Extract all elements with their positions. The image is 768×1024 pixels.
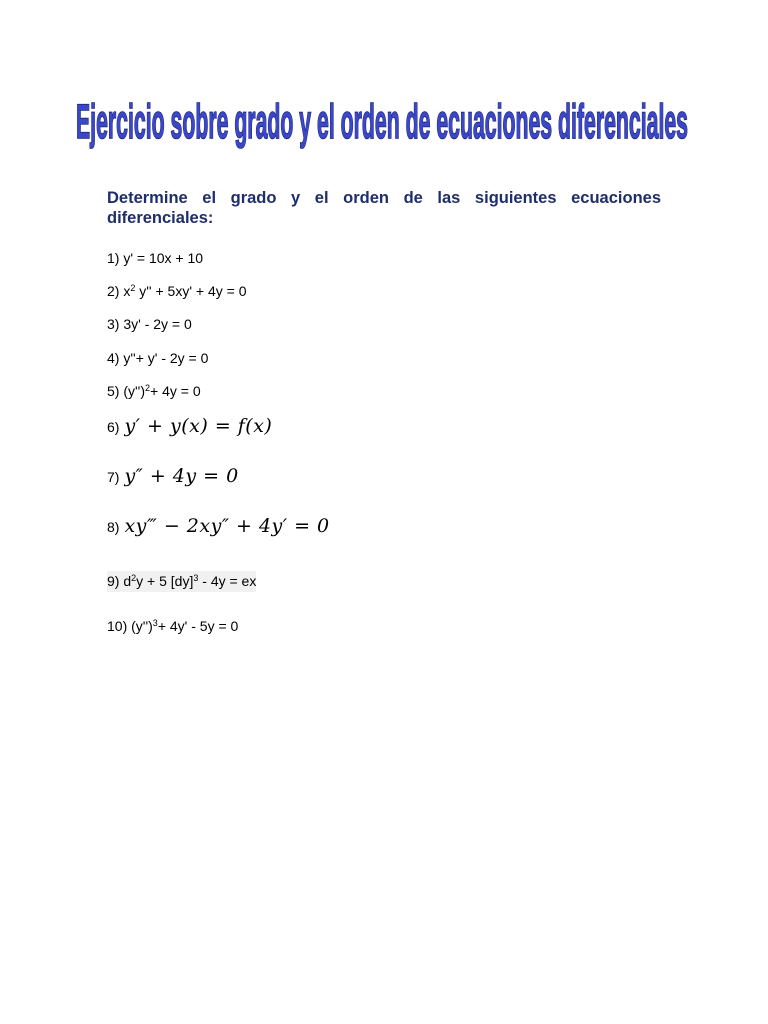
exercise-number: 8): [107, 519, 120, 535]
instructions-heading: Determine el grado y el orden de las siguientes ecuaciones diferenciales:: [107, 189, 661, 227]
exercise-8: [107, 515, 330, 537]
exercise-4: [107, 350, 208, 366]
equation: y''+ y' - 2y = 0: [123, 350, 209, 366]
exercise-1: [107, 250, 203, 266]
equation-part: y + 5 [dy]: [136, 573, 194, 589]
exponent: 2: [131, 573, 137, 583]
exercise-number: 10): [107, 618, 128, 634]
exercise-number: 1): [107, 250, 120, 266]
exercise-number: 4): [107, 350, 120, 366]
exercise-5: [107, 383, 201, 399]
equation: 3y' - 2y = 0: [123, 316, 192, 332]
wordart-title: [72, 84, 692, 154]
equation-part: d: [123, 573, 132, 589]
exponent: 2: [130, 283, 136, 293]
exponent: 3: [152, 618, 158, 628]
exercise-2: [107, 283, 247, 299]
equation-part: - 4y = ex: [198, 573, 257, 589]
math-equation: xy‴ − 2xy″ + 4y′ = 0: [124, 515, 330, 537]
equation-part: y'' + 5xy' + 4y = 0: [135, 283, 247, 299]
page-title: Ejercicio sobre grado y el orden de ecuaciones diferenciales: [76, 96, 688, 149]
math-equation: y′ + y(x) = f(x): [124, 415, 273, 437]
exercise-number: 2): [107, 283, 120, 299]
exercise-number: 7): [107, 469, 120, 485]
equation: y' = 10x + 10: [123, 250, 204, 266]
exercise-number: 9): [107, 573, 120, 589]
exercise-number: 5): [107, 383, 120, 399]
equation-part: (y''): [131, 618, 153, 634]
exercise-9: [107, 571, 256, 592]
exercise-number: 6): [107, 419, 120, 435]
exponent: 3: [193, 573, 199, 583]
equation-part: + 4y' - 5y = 0: [157, 618, 239, 634]
exercise-number: 3): [107, 316, 120, 332]
exercise-3: [107, 316, 192, 332]
equation-part: (y''): [123, 383, 146, 399]
exercise-6: [107, 415, 273, 437]
math-equation: y″ + 4y = 0: [124, 465, 239, 487]
equation-part: + 4y = 0: [150, 383, 201, 399]
exponent: 2: [145, 383, 151, 393]
exercise-7: [107, 465, 239, 487]
equation-part: x: [123, 283, 131, 299]
exercise-10: [107, 618, 238, 634]
